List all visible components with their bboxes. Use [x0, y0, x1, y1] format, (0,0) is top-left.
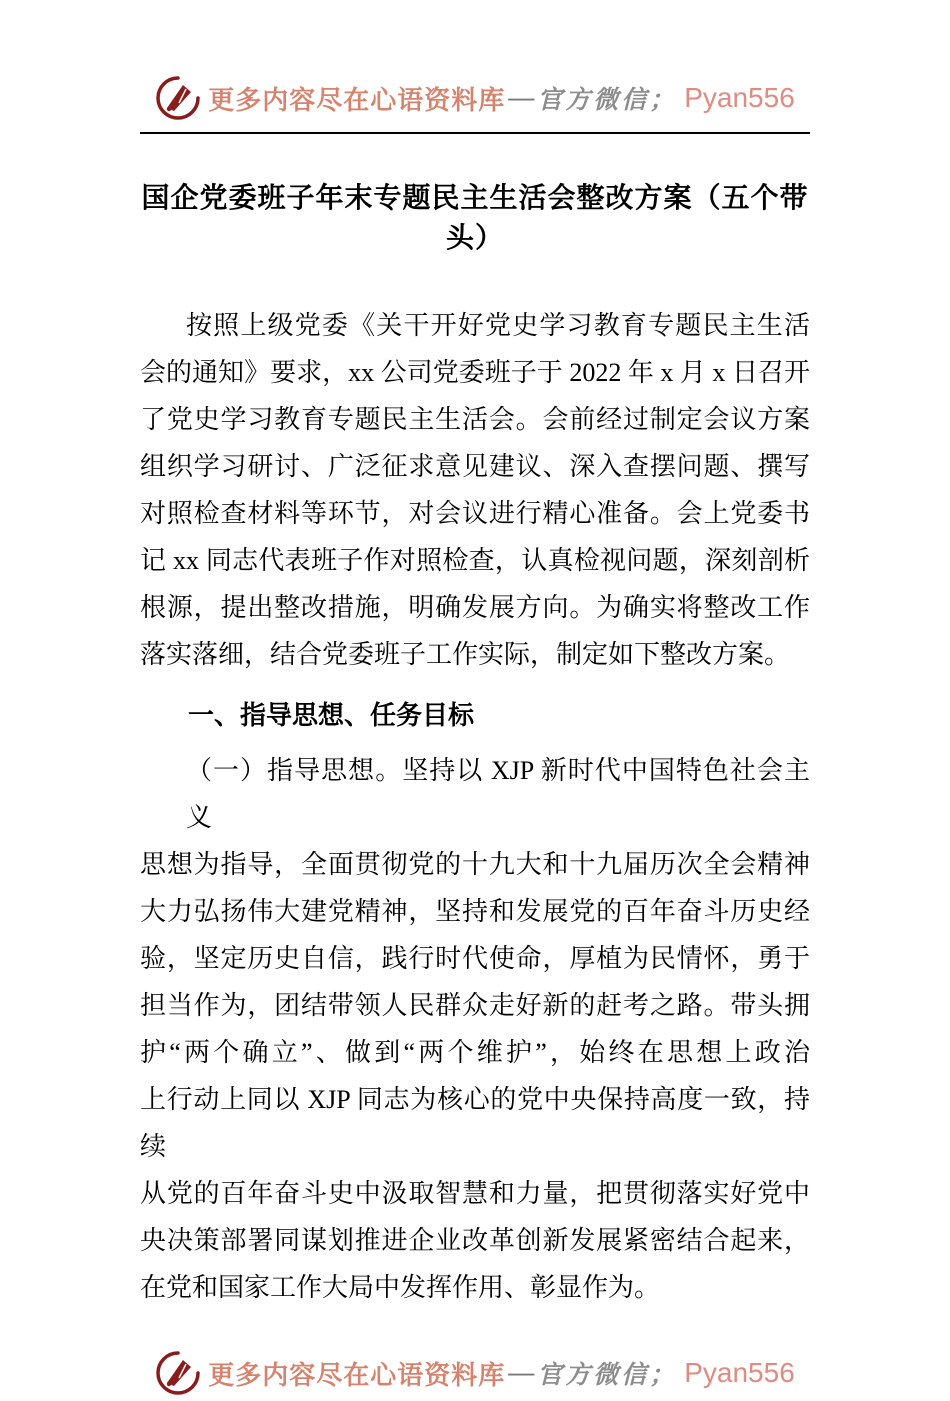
banner-brand-text: 更多内容尽在心语资料库 [208, 1360, 506, 1390]
banner-wechat-label: 官方微信； [537, 1362, 678, 1389]
paragraph-line: 了党史学习教育专题民主生活会。会前经过制定会议方案 [140, 405, 810, 434]
paragraph-line: 思想为指导，全面贯彻党的十九大和十九届历次全会精神 [140, 850, 810, 879]
document-title: 国企党委班子年末专题民主生活会整改方案（五个带头） [141, 183, 809, 254]
banner-wechat-label: 官方微信； [537, 87, 678, 114]
banner-separator: — [508, 83, 535, 112]
paragraph-line: 从党的百年奋斗史中汲取智慧和力量，把贯彻落实好党中 [140, 1179, 810, 1208]
pen-logo-icon [155, 75, 201, 121]
header-divider [140, 132, 810, 134]
paragraph-line: 记 xx 同志代表班子作对照检查，认真检视问题，深刻剖析 [140, 546, 810, 575]
paragraph-line: 组织学习研讨、广泛征求意见建议、深入查摆问题、撰写 [140, 452, 810, 481]
paragraph-line: 央决策部署同谋划推进企业改革创新发展紧密结合起来， [140, 1226, 810, 1255]
paragraph-line: 对照检查材料等环节，对会议进行精心准备。会上党委书 [140, 499, 810, 528]
paragraph-line: 担当作为，团结带领人民群众走好新的赶考之路。带头拥 [140, 991, 810, 1020]
banner-separator: — [508, 1358, 535, 1387]
paragraph-line: （一）指导思想。坚持以 XJP 新时代中国特色社会主义 [186, 756, 810, 832]
paragraph-line: 大力弘扬伟大建党精神，坚持和发展党的百年奋斗历史经 [140, 897, 810, 926]
paragraph-line: 验，坚定历史自信，践行时代使命，厚植为民情怀，勇于 [140, 944, 810, 973]
banner-wechat-id: Pyan556 [684, 1357, 795, 1388]
paragraph-2 [140, 747, 810, 1311]
paragraph-line: 根源，提出整改措施，明确发展方向。为确实将整改工作 [140, 593, 810, 622]
pen-logo-icon [155, 1350, 201, 1396]
section-heading: 一、指导思想、任务目标 [188, 700, 475, 730]
paragraph-line: 上行动上同以 XJP 同志为核心的党中央保持高度一致，持续 [140, 1085, 810, 1161]
paragraph-1 [140, 302, 810, 678]
paragraph-line: 落实落细，结合党委班子工作实际，制定如下整改方案。 [140, 640, 791, 669]
banner-brand-text: 更多内容尽在心语资料库 [208, 85, 506, 115]
document-body [140, 302, 810, 1311]
footer-banner [140, 1345, 810, 1401]
paragraph-line: 在党和国家工作大局中发挥作用、彰显作为。 [140, 1273, 661, 1302]
paragraph-line: 会的通知》要求，xx 公司党委班子于 2022 年 x 月 x 日召开 [140, 358, 810, 387]
paragraph-line: 护“两个确立”、做到“两个维护”，始终在思想上政治 [140, 1038, 810, 1067]
banner-wechat-id: Pyan556 [684, 82, 795, 113]
header-banner [140, 70, 810, 126]
paragraph-line: 按照上级党委《关干开好党史学习教育专题民主生活 [186, 311, 810, 340]
